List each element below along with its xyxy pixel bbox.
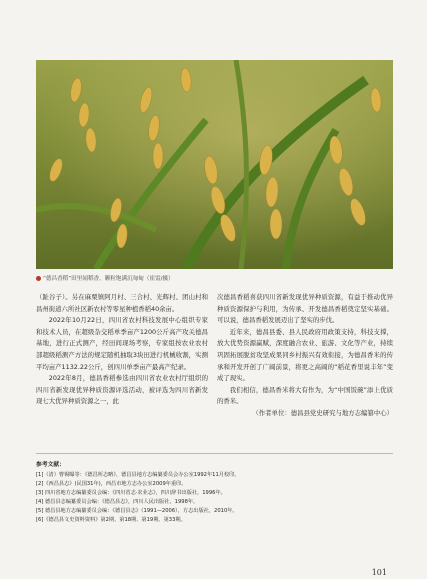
photo-caption xyxy=(36,276,174,283)
caption-text: “德昌香稻”田里闻稻香，颗粒饱满沉甸甸（崔雷/摄） xyxy=(43,276,174,282)
paragraph: 我们相信，德昌香米将大有作为，为“中国饭碗”添上优质的香米。 xyxy=(217,385,393,406)
page-number: 101 xyxy=(371,568,387,577)
author-affiliation: （作者单位：德昌县党史研究与地方志编纂中心） xyxy=(252,408,393,417)
paragraph: （趾谷子）。另在麻栗镇阿月村、三合村、光辉村、团山村和昌州街道六所社区新农村等零星种植香稻40余亩。 xyxy=(36,293,208,313)
reference-item: [2]《西昌县志》(民国31年)，西昌市地方志办公室2009年重印。 xyxy=(36,481,187,487)
left-text-column xyxy=(36,292,208,408)
rice-field-photo xyxy=(36,60,393,269)
references xyxy=(36,461,393,525)
divider xyxy=(36,453,393,454)
references-heading: 参考文献： xyxy=(36,462,65,468)
reference-item: [3] 四川省地方志编纂委员会编：《四川省志·农业志》，四川辞书出版社，1996年。 xyxy=(36,490,226,496)
paragraph: 次德昌香稻喜获四川省新发现优异种质资源，有益于推动优异种质资源保护与利用，为传承、开发德昌香稻奠定坚实基础。可以说，德昌香稻发展迈出了坚实的步伐。 xyxy=(217,293,393,325)
paragraph: 2022年8月，德昌香稻参选由四川省农业农村厅组织的四川省新发现优异种质资源评选活动，被评选为四川省新发现七大优异种质资源之一，此 xyxy=(36,374,208,406)
reference-item: [4] 德昌县志编纂委员会编：《德昌县志》，四川人民出版社，1998年。 xyxy=(36,499,199,505)
reference-item: [6]《德昌县文史资料资料》第2期、第18期、第19期、第33期。 xyxy=(36,517,186,523)
reference-item: [5] 德昌县地方志编纂委员会编：《德昌县志》（1991—2006），方志出版社，2010年。 xyxy=(36,508,238,514)
reference-item: [1]（清）曹锡曝等：《德昌所志略》，德昌县地方志编纂委员会办公室1992年11月校印。 xyxy=(36,472,240,478)
right-text-column xyxy=(217,292,393,420)
paragraph: 2022年10月22日，四川省农村科技发展中心组织专家和技术人员，在超级杂交稻单季亩产1200公斤高产攻关德昌基地，进行正式测产，经田间现场考察，专家组按农业农村部超级稻测产方法的规定随机抽取3块田进行机械收割，实测平均亩产1132.22公斤，创四川单季亩产最高产纪录。 xyxy=(36,316,208,371)
paragraph: 近年来，德昌县委、县人民政府用政策支持，科技支撑，放大优势资源赢赋，深度融合农业、旅游、文化等产业，持续巩固拓展脱贫攻坚成果同乡村振兴有效衔接，为德昌香米的传承和开发开创了广阔前景，将更之高阔的“稻花香里说丰年”变成了现实。 xyxy=(217,327,393,383)
caption-bullet-icon xyxy=(36,276,41,281)
